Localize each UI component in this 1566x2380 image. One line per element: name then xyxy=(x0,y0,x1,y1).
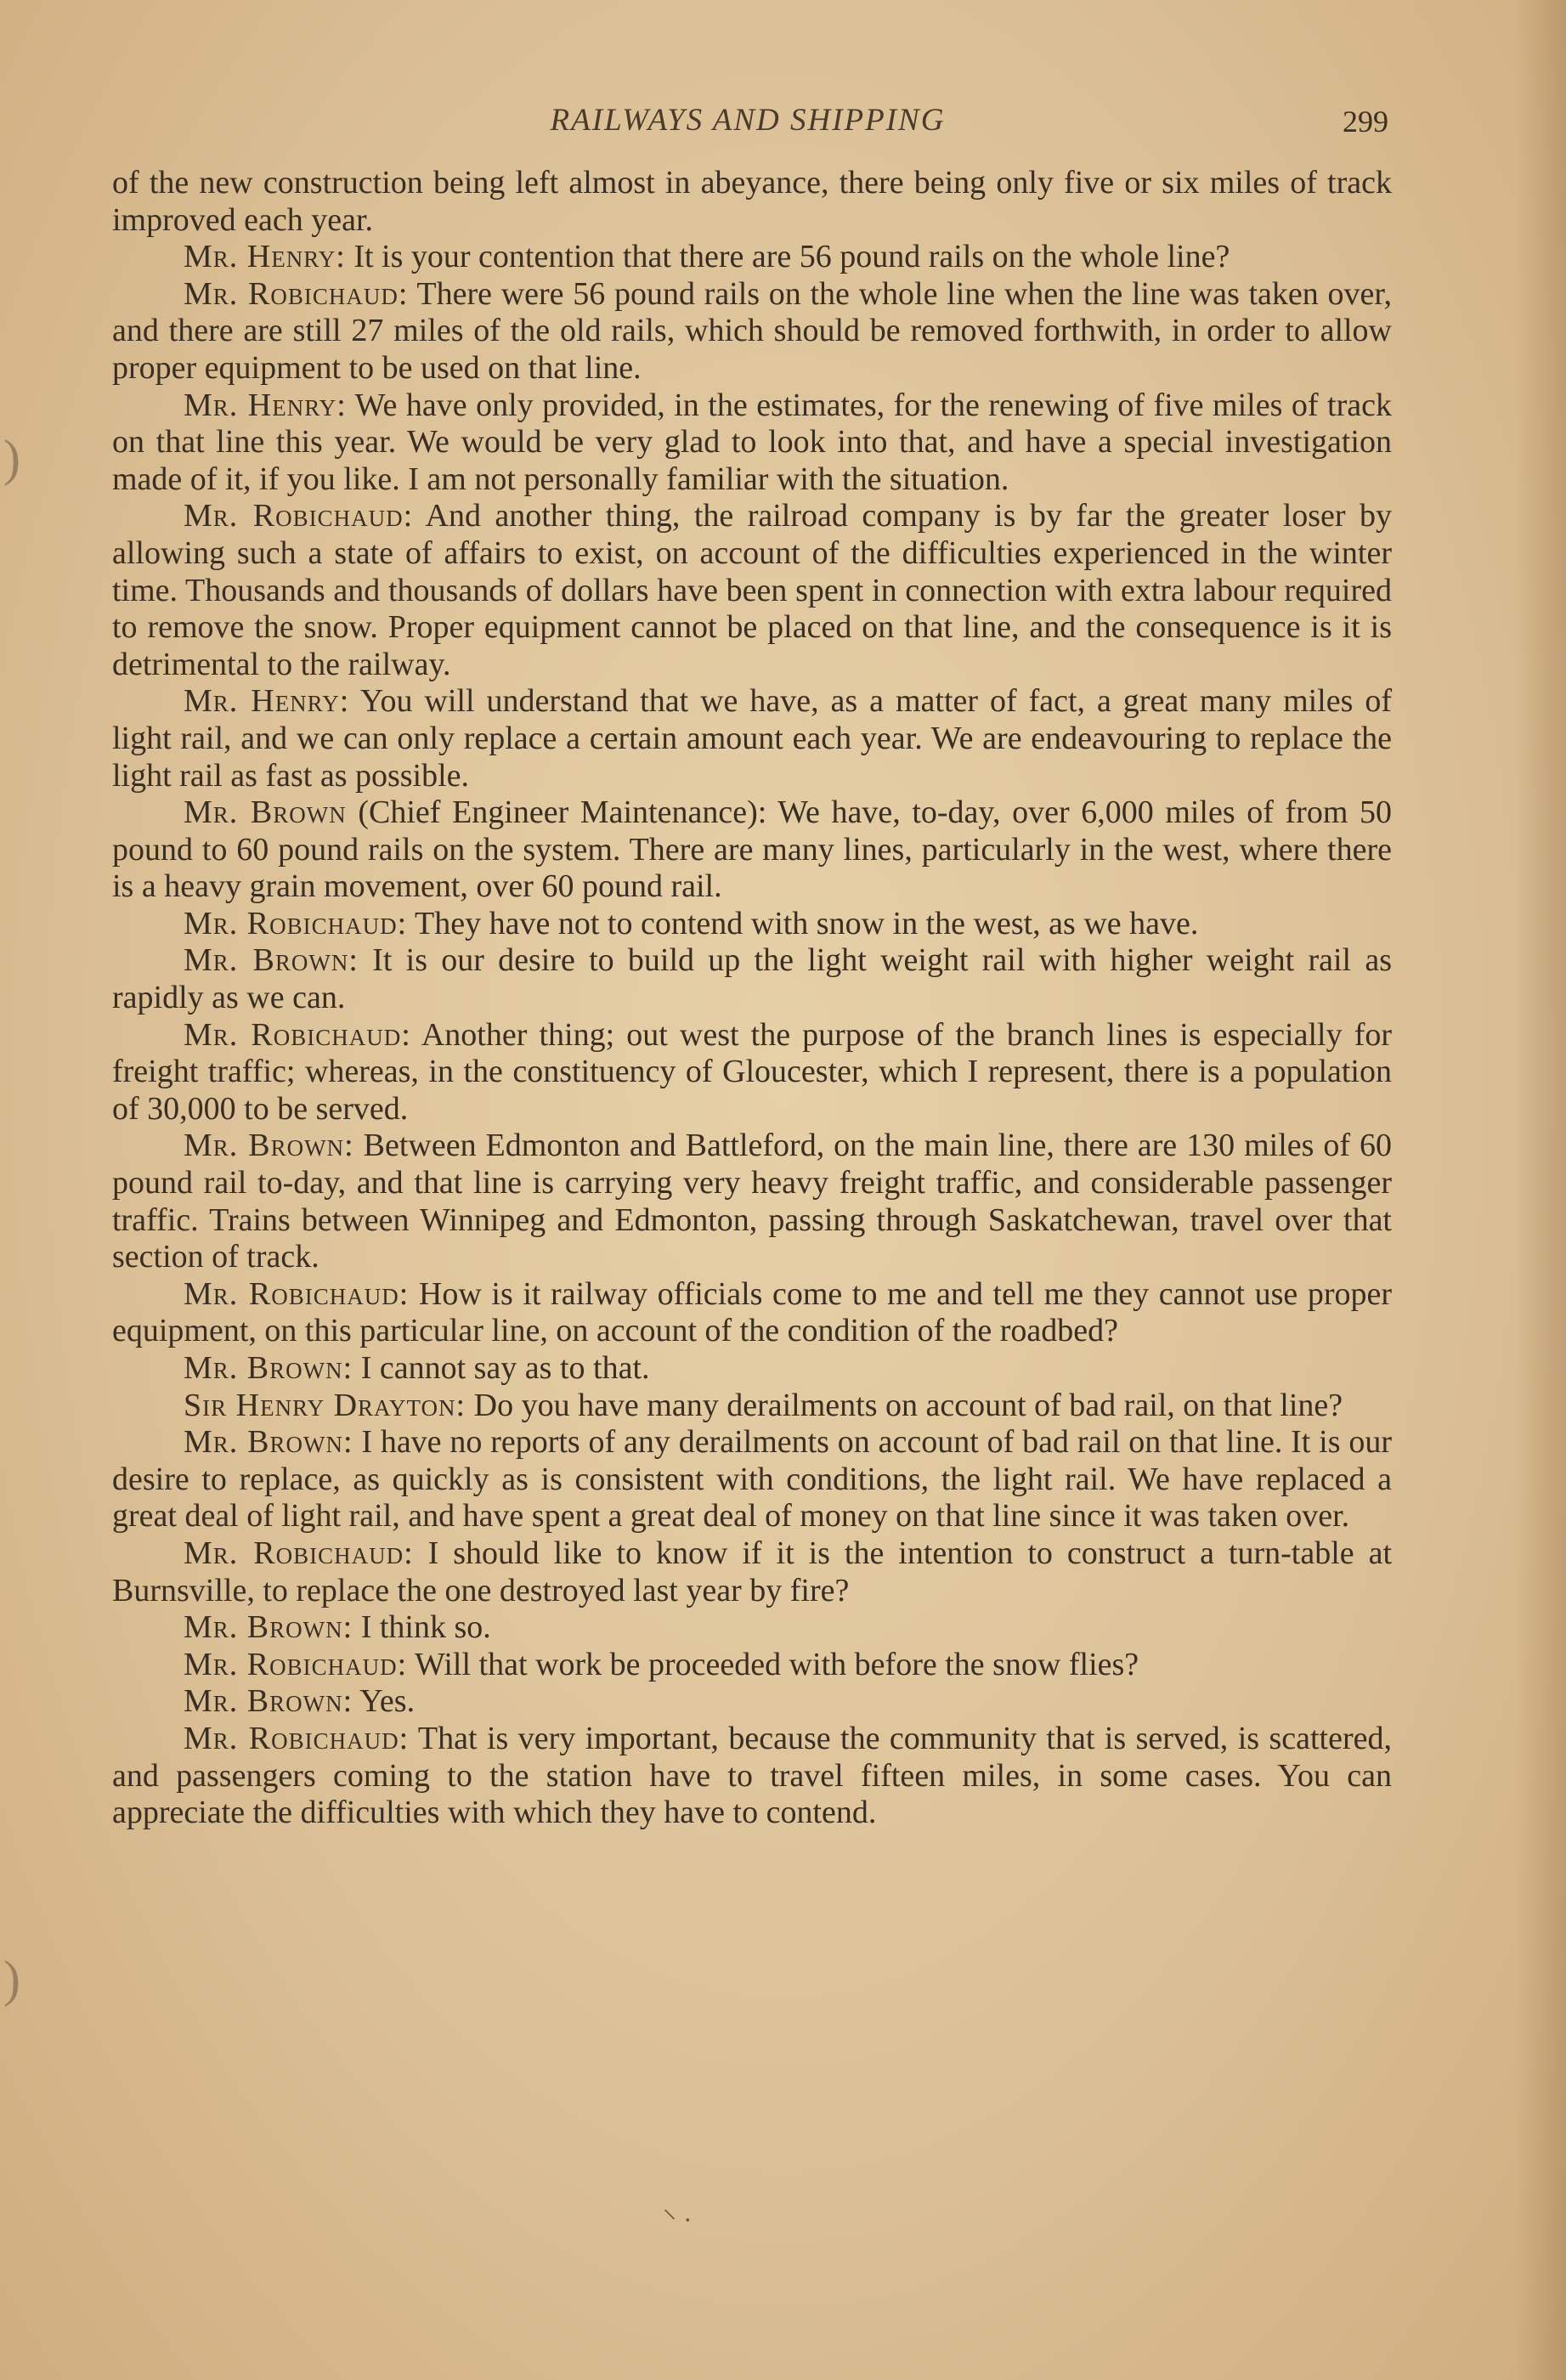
paragraph-text: How is it railway officials come to me and tell me they cannot use proper equipment, on this particular line, on account of the condition of the roadbed? xyxy=(112,1275,1393,1349)
speaker-name: Mr. Brown: xyxy=(184,1683,353,1720)
paragraph-text: You will understand that we have, as a matter of fact, a great many miles of light rail, and we can only replace a certain amount each year. We are endeavouring to replace the light rail as fast as possible. xyxy=(112,683,1392,794)
body-text xyxy=(112,165,1392,1832)
paragraph-text: Will that work be proceeded with before the snow flies? xyxy=(415,1646,1139,1682)
ink-speck: ⸌ · xyxy=(663,2204,693,2235)
paragraph xyxy=(112,1276,1392,1350)
speaker-name: Mr. Brown: xyxy=(184,1128,354,1164)
paragraph-text: There were 56 pound rails on the whole line when the line was taken over, and there are still 27 miles of the old rails, which should be removed forthwith, in order to allow proper equipment to be used on that line. xyxy=(112,275,1392,386)
page-edge-shadow xyxy=(1515,0,1566,2380)
paragraph xyxy=(112,1350,1392,1388)
running-header xyxy=(0,102,1566,144)
paragraph-text: (Chief Engineer Maintenance): We have, to-day, over 6,000 miles of from 50 pound to 60 pound rails on the system. There are many lines, particularly in the west, where there is a heavy grain movement, over 60 pound rail. xyxy=(112,794,1392,905)
paragraph xyxy=(112,942,1392,1016)
speaker-name: Mr. Robichaud: xyxy=(184,1535,414,1571)
paragraph xyxy=(112,1128,1392,1275)
speaker-name: Mr. Robichaud: xyxy=(184,1720,410,1756)
paragraph-text: We have only provided, in the estimates, for the renewing of five miles of track on that line this year. We would be very glad to look into that, and have a special investigation made of it, if you like. I am not personally familiar with the situation. xyxy=(112,387,1392,497)
paragraph xyxy=(112,276,1392,387)
speaker-name: Mr. Robichaud: xyxy=(184,498,414,534)
speaker-name: Mr. Robichaud: xyxy=(184,905,408,941)
speaker-name: Mr. Brown: xyxy=(184,1424,353,1461)
paragraph xyxy=(112,387,1392,499)
speaker-name: Mr. Robichaud: xyxy=(184,275,409,312)
margin-mark: ) xyxy=(3,430,20,486)
paragraph-text: That is very important, because the community that is served, is scattered, and passengers coming to the station have to travel fifteen miles, in some cases. You can appreciate the difficulties with which they have to contend. xyxy=(112,1720,1392,1831)
speaker-name: Sir Henry Drayton: xyxy=(184,1387,466,1423)
margin-mark: ) xyxy=(3,1951,20,2007)
paragraph xyxy=(112,239,1392,276)
speaker-name: Mr. Brown xyxy=(184,794,347,831)
speaker-name: Mr. Brown: xyxy=(184,1350,353,1386)
paragraph xyxy=(112,1683,1392,1721)
paragraph-text: I think so. xyxy=(360,1609,491,1646)
paragraph-text: Yes. xyxy=(359,1683,416,1720)
paragraph xyxy=(112,1017,1392,1128)
paragraph xyxy=(112,1721,1392,1832)
paragraph-text: It is our desire to build up the light weight rail with higher weight rail as rapidly as we can. xyxy=(112,942,1392,1016)
paragraph xyxy=(112,1535,1392,1609)
paragraph xyxy=(112,906,1392,943)
speaker-name: Mr. Henry: xyxy=(184,683,350,720)
paragraph-text: It is your contention that there are 56 pound rails on the whole line? xyxy=(353,239,1230,275)
speaker-name: Mr. Brown: xyxy=(184,1609,353,1646)
paragraph xyxy=(112,1609,1392,1647)
paragraph xyxy=(112,794,1392,906)
speaker-name: Mr. Robichaud: xyxy=(184,1275,410,1312)
page-number: 299 xyxy=(1343,105,1388,139)
paragraph xyxy=(112,1647,1392,1684)
paragraph-text: of the new construction being left almost in abeyance, there being only five or six miles of track improved each year. xyxy=(112,165,1392,238)
paragraph-text: Do you have many derailments on account of bad rail, on that line? xyxy=(473,1387,1343,1423)
paragraph-text: I have no reports of any derailments on account of bad rail on that line. It is our desire to replace, as quickly as is consistent with conditions, the light rail. We have replaced a great deal of light rail, and have spent a great deal of money on that line since it was taken over. xyxy=(112,1424,1392,1535)
speaker-name: Mr. Robichaud: xyxy=(184,1016,411,1053)
speaker-name: Mr. Henry: xyxy=(184,387,347,423)
paragraph xyxy=(112,683,1392,794)
speaker-name: Mr. Henry: xyxy=(184,239,346,275)
paragraph-text: They have not to contend with snow in the west, as we have. xyxy=(415,905,1199,941)
paragraph xyxy=(112,165,1392,239)
paragraph-text: I should like to know if it is the intention to construct a turn-table at Burnsville, to replace the one destroyed last year by fire? xyxy=(112,1535,1393,1608)
paragraph-text: Another thing; out west the purpose of the branch lines is especially for freight traffic; whereas, in the constituency of Gloucester, which I represent, there is a population of 30,000 to be served. xyxy=(112,1016,1393,1127)
running-title: RAILWAYS AND SHIPPING xyxy=(550,103,946,138)
paragraph-text: And another thing, the railroad company is by far the greater loser by allowing such a state of affairs to exist, on account of the difficulties experienced in the winter time. Thousands and thousands of dollars have been spent in connection with extra labour required to remove the snow. Proper equipment cannot be placed on that line, and the consequence is it is detrimental to the railway. xyxy=(112,498,1393,682)
paragraph xyxy=(112,1424,1392,1535)
speaker-name: Mr. Brown: xyxy=(184,942,359,979)
speaker-name: Mr. Robichaud: xyxy=(184,1646,408,1682)
paragraph-text: Between Edmonton and Battleford, on the main line, there are 130 miles of 60 pound rail to-day, and that line is carrying very heavy freight traffic, and considerable passenger traffic. Trains between Winnipeg and Edmonton, passing through Saskatchewan, travel over that section of track. xyxy=(112,1128,1392,1275)
paragraph xyxy=(112,1388,1392,1425)
paragraph-text: I cannot say as to that. xyxy=(360,1350,650,1386)
paragraph xyxy=(112,498,1392,683)
